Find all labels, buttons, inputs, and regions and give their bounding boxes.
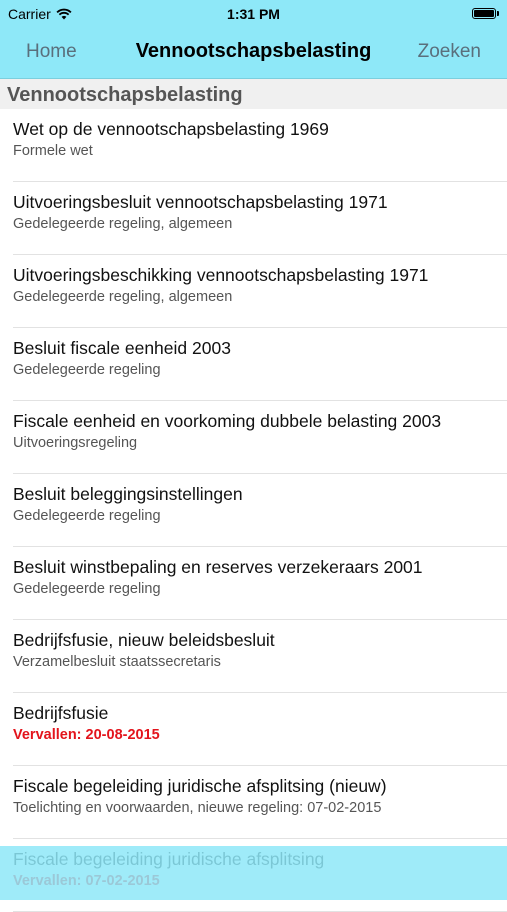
list-item-title: Besluit fiscale eenheid 2003	[13, 338, 231, 358]
list-item[interactable]	[0, 620, 507, 693]
list-item[interactable]	[0, 255, 507, 328]
list-item[interactable]	[0, 547, 507, 620]
list-item-subtitle: Verzamelbesluit staatssecretaris	[13, 654, 221, 670]
list-item[interactable]	[0, 109, 507, 182]
bottom-toolbar	[0, 846, 507, 900]
list-item-title: Fiscale begeleiding juridische afsplitsing (nieuw)	[13, 776, 387, 796]
list-item-title: Bedrijfsfusie, nieuw beleidsbesluit	[13, 630, 275, 650]
list-item[interactable]	[0, 182, 507, 255]
list-item-subtitle: Uitvoeringsregeling	[13, 435, 138, 451]
list-item-title: Bedrijfsfusie	[13, 703, 109, 723]
list-item-title: Fiscale eenheid en voorkoming dubbele belasting 2003	[13, 411, 442, 431]
battery-icon	[472, 8, 499, 19]
status-bar	[0, 0, 507, 28]
list-item-title: Wet op de vennootschapsbelasting 1969	[13, 119, 329, 139]
list-item-subtitle: Gedelegeerde regeling	[13, 508, 161, 524]
section-header: Vennootschapsbelasting	[0, 79, 507, 109]
page-title: Vennootschapsbelasting	[135, 40, 372, 62]
list-item[interactable]	[0, 401, 507, 474]
list-item-title: Besluit beleggingsinstellingen	[13, 484, 243, 504]
navigation-bar	[0, 28, 507, 79]
list-item-subtitle: Gedelegeerde regeling, algemeen	[13, 289, 233, 305]
list-item-subtitle: Gedelegeerde regeling, algemeen	[13, 216, 233, 232]
list-item[interactable]	[0, 328, 507, 401]
list-item-subtitle: Formele wet	[13, 143, 93, 159]
regulation-list	[0, 109, 507, 912]
list-item-title: Uitvoeringsbesluit vennootschapsbelasting 1971	[13, 192, 388, 212]
list-item-title: Besluit winstbepaling en reserves verzekeraars 2001	[13, 557, 423, 577]
list-item[interactable]	[0, 693, 507, 766]
list-item-subtitle: Gedelegeerde regeling	[13, 362, 161, 378]
list-item[interactable]	[0, 474, 507, 547]
list-item-subtitle: Toelichting en voorwaarden, nieuwe regeling: 07-02-2015	[13, 800, 382, 816]
list-item[interactable]	[0, 766, 507, 839]
carrier-label: Carrier	[8, 6, 51, 22]
expired-status: Vervallen: 20-08-2015	[13, 727, 160, 743]
search-button[interactable]: Zoeken	[417, 41, 481, 62]
list-item-subtitle: Gedelegeerde regeling	[13, 581, 161, 597]
list-item-title: Uitvoeringsbeschikking vennootschapsbelasting 1971	[13, 265, 429, 285]
clock: 1:31 PM	[227, 6, 280, 22]
home-button[interactable]: Home	[26, 41, 77, 62]
